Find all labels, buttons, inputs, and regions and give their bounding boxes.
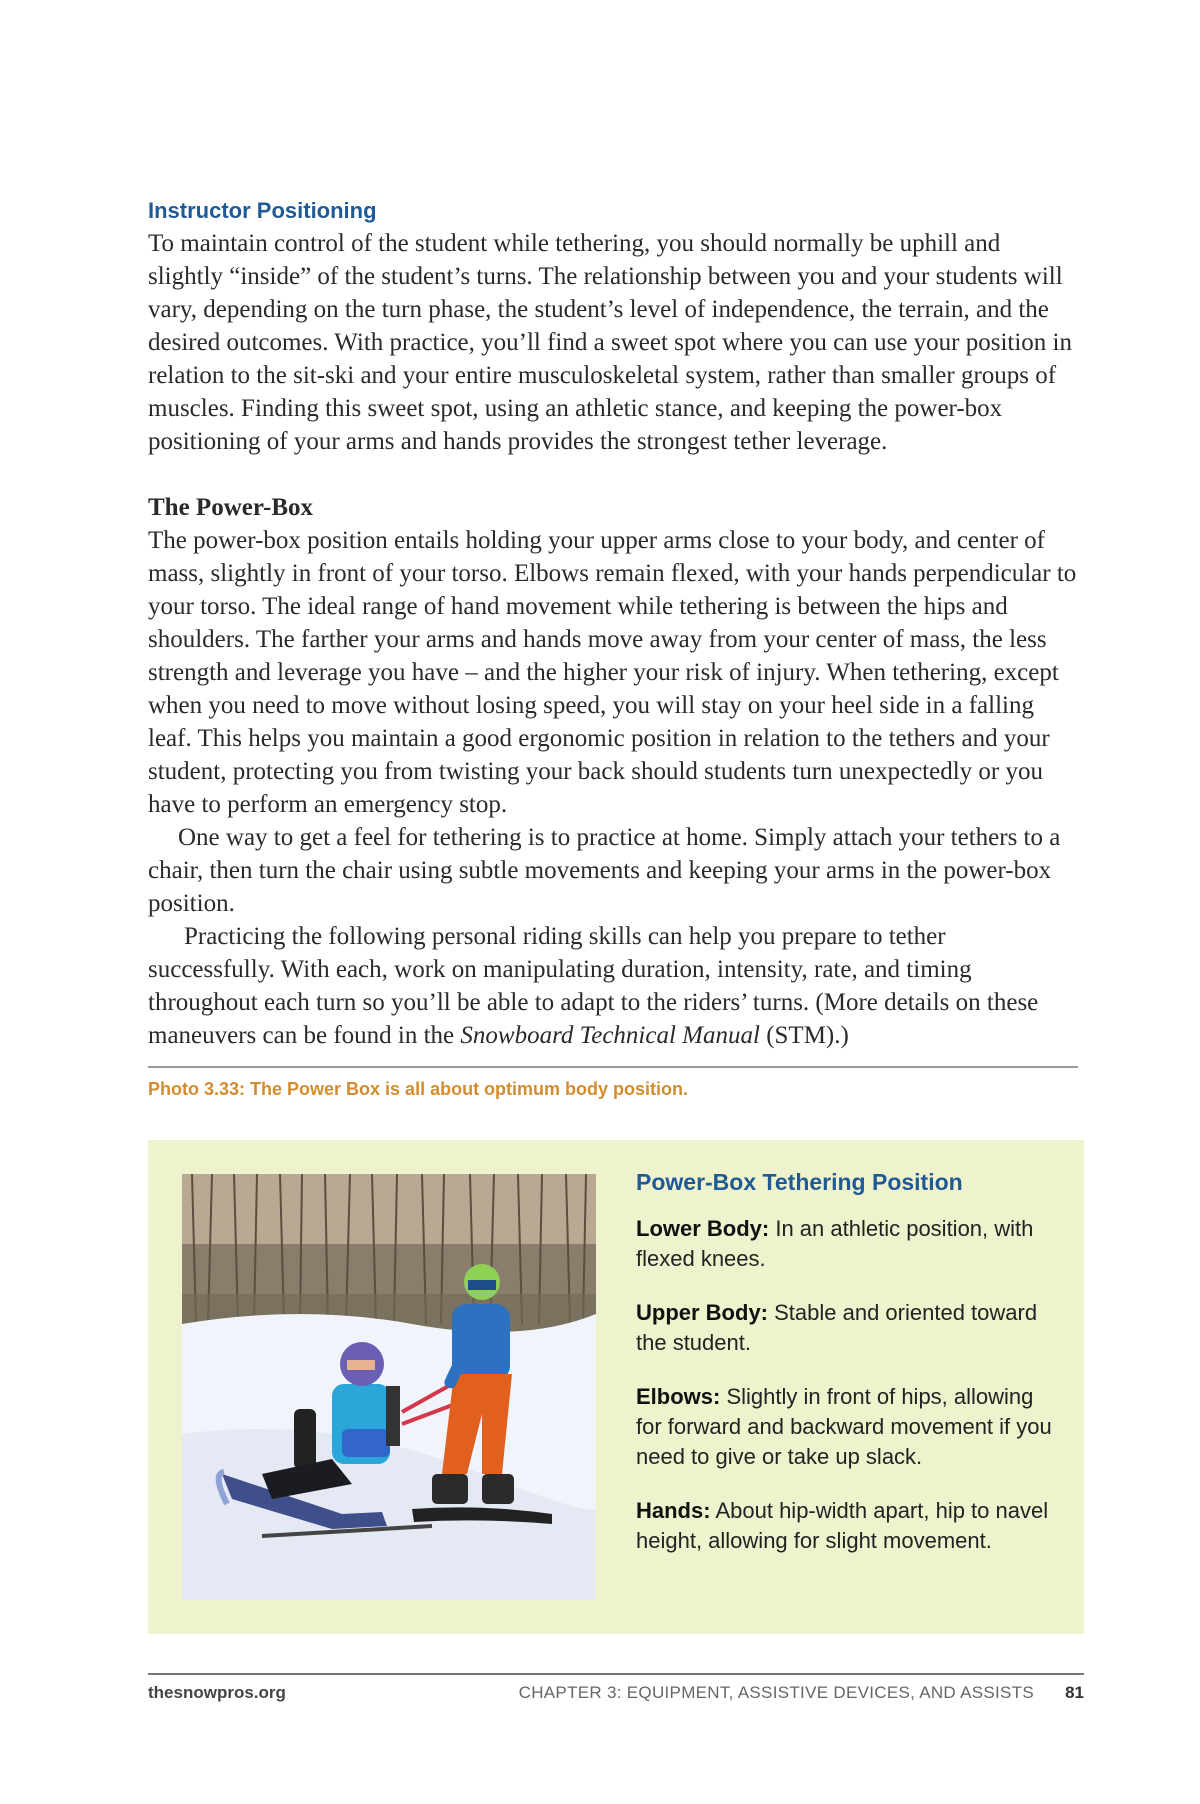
section-heading: Instructor Positioning [148, 198, 377, 223]
photo-caption: Photo 3.33: The Power Box is all about optimum body position. [148, 1079, 689, 1099]
tethering-photo [182, 1174, 596, 1600]
paragraph-3-text: Practicing the following personal riding skills can help you prepare to tether successfully. With each, work on manipulating duration, intensity, rate, and timing throughout each turn so you’ll be able to adapt to the riders’ turns. (More details on these maneuvers can be found in the [148, 923, 1039, 1049]
sidebar-item-label: Lower Body: [636, 1216, 770, 1241]
page-footer [148, 1683, 1084, 1713]
paragraph-3-tail: (STM).) [759, 1022, 849, 1049]
sidebar-item-upper-body [636, 1298, 1056, 1358]
caption-divider [148, 1066, 1078, 1068]
main-content [148, 194, 1078, 1101]
subsection-heading: The Power-Box [148, 494, 314, 521]
sidebar-item-text: About hip-width apart, hip to navel height, allowing for slight movement. [636, 1498, 1049, 1553]
powerbox-paragraph-1: The power-box position entails holding your upper arms close to your body, and center of mass, slightly in front of your torso. Elbows remain flexed, with your hands perpendicular to your torso. The ideal range of hand movement while tethering is between the hips and shoulders. The farther your arms and hands move away from your center of mass, the less strength and leverage you have – and the higher your risk of injury. When tethering, except when you need to move without losing speed, you will stay on your heel side in a falling leaf. This helps you maintain a good ergonomic position in relation to the tethers and your student, protecting you from twisting your back should students turn unexpectedly or you have to perform an emergency stop. [148, 527, 1077, 818]
sidebar-panel [636, 1166, 1056, 1580]
sidebar-item-label: Upper Body: [636, 1300, 768, 1325]
footer-chapter: CHAPTER 3: EQUIPMENT, ASSISTIVE DEVICES, AND ASSISTS [518, 1683, 1034, 1702]
powerbox-paragraph-3 [148, 920, 1078, 1052]
sidebar-item-lower-body [636, 1214, 1056, 1274]
page-number: 81 [1065, 1683, 1084, 1702]
section-paragraph: To maintain control of the student while tethering, you should normally be uphill and slightly “inside” of the student’s turns. The relationship between you and your students will vary, depending on the turn phase, the student’s level of independence, the terrain, and the desired outcomes. With practice, you’ll find a sweet spot where you can use your position in relation to the sit-ski and your entire musculoskeletal system, rather than smaller groups of muscles. Finding this sweet spot, using an athletic stance, and keeping the power-box positioning of your arms and hands provides the strongest tether leverage. [148, 230, 1072, 455]
sidebar-item-text: Slightly in front of hips, allowing for forward and backward movement if you need to give or take up slack. [636, 1384, 1052, 1469]
manual-title: Snowboard Technical Manual [460, 1022, 760, 1049]
sidebar-item-label: Elbows: [636, 1384, 721, 1409]
sidebar-title: Power-Box Tethering Position [636, 1169, 963, 1195]
sidebar-item-label: Hands: [636, 1498, 711, 1523]
sidebar-item-text: In an athletic position, with flexed knees. [636, 1216, 1034, 1271]
footer-divider [148, 1673, 1084, 1675]
powerbox-paragraph-2: One way to get a feel for tethering is to practice at home. Simply attach your tethers to a chair, then turn the chair using subtle movements and keeping your arms in the power-box position. [148, 824, 1061, 917]
footer-site-link[interactable]: thesnowpros.org [148, 1683, 286, 1702]
callout-box [148, 1140, 1084, 1634]
sidebar-item-elbows [636, 1382, 1056, 1472]
sidebar-item-text: Stable and oriented toward the student. [636, 1300, 1038, 1355]
sidebar-item-hands [636, 1496, 1056, 1556]
